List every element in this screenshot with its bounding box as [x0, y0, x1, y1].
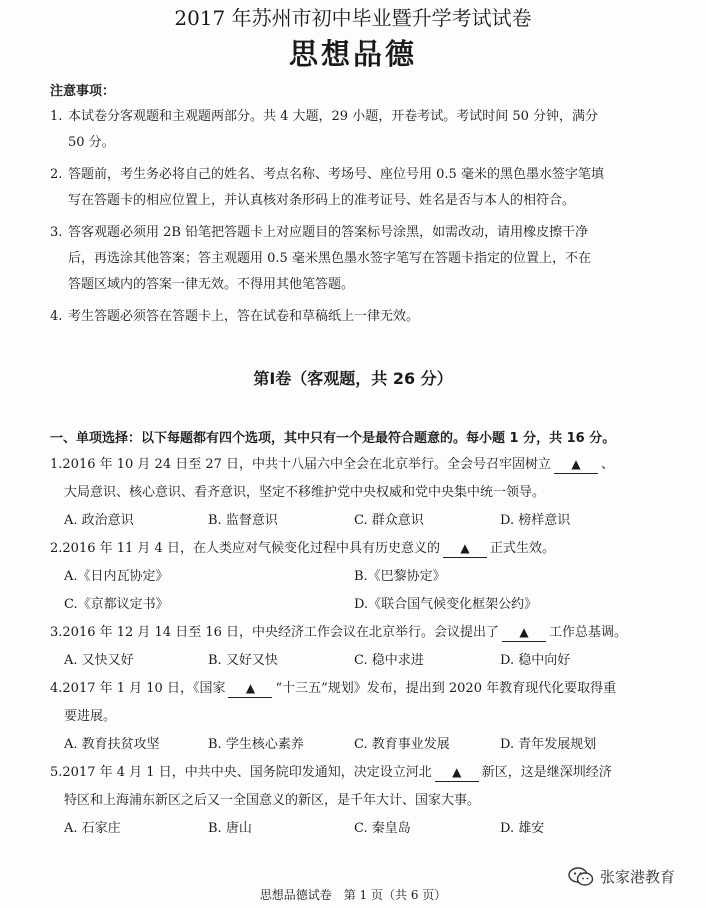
note-number: 2. [50, 167, 63, 182]
answer-option: D. 榜样意识 [500, 513, 571, 528]
question-text: 2017 年 1 月 10 日，《国家 [62, 681, 226, 696]
answer-option: D. 雄安 [500, 821, 545, 836]
watermark-text: 张家港教育 [600, 868, 676, 886]
note-line: 答客观题必须用 2B 铅笔把答题卡上对应题目的答案标号涂黑，如需改动，请用橡皮擦干净 [68, 225, 589, 240]
question-stem [50, 675, 660, 703]
answer-blank: ▲ [228, 679, 272, 698]
answer-option: D.《联合国气候变化框架公约》 [354, 597, 538, 612]
note-line: 后，再选涂其他答案；答主观题用 0.5 毫米黑色墨水签字笔写在答题卡指定的位置上，不在 [68, 251, 591, 266]
question-item [50, 619, 660, 675]
answer-option: B. 监督意识 [208, 513, 278, 528]
options-row [50, 815, 660, 843]
question-text: 、 [601, 457, 615, 472]
question-item [50, 451, 660, 535]
answer-option: C. 稳中求进 [354, 653, 424, 668]
question-stem [50, 535, 660, 563]
answer-option: D. 稳中向好 [500, 653, 571, 668]
answer-blank: ▲ [443, 539, 487, 558]
watermark [568, 866, 675, 887]
answer-option: D. 青年发展规划 [500, 737, 597, 752]
question-number: 2. [50, 541, 63, 556]
question-list [50, 451, 660, 843]
question-stem [50, 451, 660, 479]
answer-option: C. 秦皇岛 [354, 821, 411, 836]
answer-option: A. 石家庄 [64, 821, 121, 836]
question-text: 新区，这是继深圳经济 [481, 765, 612, 780]
question-text: 2016 年 12 月 14 日至 16 日，中央经济工作会议在北京举行。会议提出了 [62, 625, 500, 640]
options-row [50, 591, 660, 619]
question-continuation: 大局意识、核心意识、看齐意识，坚定不移维护党中央权威和党中央集中统一领导。 [64, 485, 546, 500]
options-row [50, 731, 660, 759]
question-number: 1. [50, 457, 63, 472]
options-row [50, 647, 660, 675]
answer-option: C. 群众意识 [354, 513, 424, 528]
question-stem [50, 619, 660, 647]
answer-option: A. 教育扶贫攻坚 [64, 737, 160, 752]
question-item [50, 759, 660, 843]
page-footer: 思想品德试卷 第 1 页（共 6 页） [259, 888, 447, 902]
section-heading: 第Ⅰ卷（客观题，共 26 分） [253, 369, 453, 388]
note-number: 3. [50, 225, 63, 240]
answer-option: B.《巴黎协定》 [354, 569, 446, 584]
note-line: 本试卷分客观题和主观题两部分。共 4 大题，29 小题，开卷考试。考试时间 50 分钟，满分 [68, 109, 599, 124]
wechat-icon [568, 867, 594, 887]
question-item [50, 675, 660, 759]
answer-option: C.《京都议定书》 [64, 597, 169, 612]
note-line: 答题前，考生务必将自己的姓名、考点名称、考场号、座位号用 0.5 毫米的黑色墨水签字笔填 [68, 167, 604, 182]
answer-option: A.《日内瓦协定》 [64, 569, 169, 584]
answer-blank: ▲ [502, 623, 546, 642]
question-number: 5. [50, 765, 63, 780]
answer-option: B. 学生核心素养 [208, 737, 304, 752]
options-row [50, 507, 660, 535]
answer-blank: ▲ [554, 455, 598, 474]
options-row [50, 563, 660, 591]
note-item [50, 162, 650, 214]
question-item [50, 535, 660, 619]
question-text: 2016 年 11 月 4 日，在人类应对气候变化过程中具有历史意义的 [62, 541, 440, 556]
question-number: 3. [50, 625, 63, 640]
question-text: 正式生效。 [489, 541, 555, 556]
answer-blank: ▲ [435, 763, 479, 782]
note-item [50, 220, 650, 298]
subject-title: 思想品德 [288, 37, 417, 71]
part-heading: 一、单项选择：以下每题都有四个选项，其中只有一个是最符合题意的。每小题 1 分，共 16 分。 [50, 431, 616, 446]
answer-option: B. 又好又快 [208, 653, 278, 668]
answer-option: A. 政治意识 [64, 513, 134, 528]
question-continuation: 特区和上海浦东新区之后又一全国意义的新区，是千年大计、国家大事。 [64, 793, 481, 808]
note-line: 写在答题卡的相应位置上，并认真核对条形码上的准考证号、姓名是否与本人的相符合。 [68, 193, 576, 208]
note-number: 1. [50, 109, 63, 124]
note-line: 考生答题必须答在答题卡上，答在试卷和草稿纸上一律无效。 [68, 309, 420, 324]
note-item [50, 304, 650, 330]
answer-option: C. 教育事业发展 [354, 737, 450, 752]
note-line: 答题区域内的答案一律无效。不得用其他笔答题。 [68, 277, 355, 292]
answer-option: B. 唐山 [208, 821, 252, 836]
question-continuation: 要进展。 [64, 709, 117, 724]
question-stem [50, 759, 660, 787]
question-text: 2017 年 4 月 1 日，中共中央、国务院印发通知，决定设立河北 [62, 765, 432, 780]
note-item [50, 104, 650, 156]
question-text: 2016 年 10 月 24 日至 27 日，中共十八届六中全会在北京举行。全会号召牢固树立 [62, 457, 552, 472]
exam-title: 2017 年苏州市初中毕业暨升学考试试卷 [174, 6, 532, 30]
answer-option: A. 又快又好 [64, 653, 134, 668]
note-number: 4. [50, 309, 63, 324]
question-number: 4. [50, 681, 63, 696]
question-text: 工作总基调。 [549, 625, 628, 640]
notes-list [50, 104, 650, 336]
note-line: 50 分。 [68, 135, 115, 150]
notes-heading: 注意事项： [50, 84, 116, 99]
question-text: “十三五”规划》发布，提出到 2020 年教育现代化要取得重 [275, 681, 617, 696]
